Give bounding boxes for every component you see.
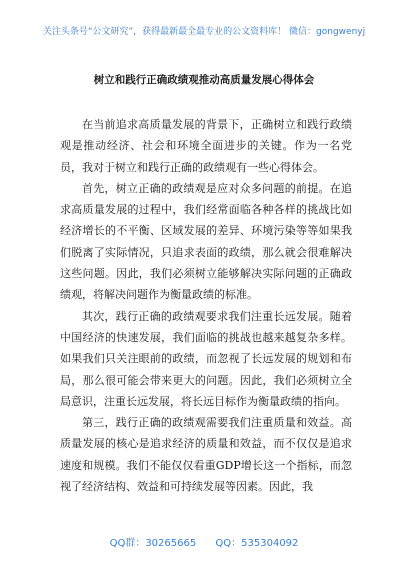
document-body	[60, 114, 352, 497]
header-promo-note: 关注头条号“公文研究”，获得最新最全最专业的公文资料库！ 微信：gongwenyj	[42, 27, 366, 37]
footer-contact	[0, 534, 408, 549]
footer-qq: QQ：535304092	[215, 538, 299, 549]
document-title: 树立和践行正确政绩观推动高质量发展心得体会	[93, 74, 315, 86]
footer-qq-group: QQ群：30265665	[109, 538, 197, 549]
paragraph-intro: 在当前追求高质量发展的背景下，正确树立和践行政绩观是推动经济、社会和环境全面进步的关键。作为一名党员，我对于树立和践行正确的政绩观有一些心得体会。	[60, 118, 352, 174]
paragraph-first: 首先，树立正确的政绩观是应对众多问题的前提。在追求高质量发展的过程中，我们经常面临各种各样的挑战比如经济增长的不平衡、区域发展的差异、环境污染等等如果我们脱离了实际情况，只追求表面的政绩，那么就会很难解决这些问题。因此，我们必须树立能够解决实际问题的正确政绩观，将解决问题作为衡量政绩的标准。	[60, 181, 352, 302]
paragraph-second: 其次，践行正确的政绩观要求我们注重长远发展。随着中国经济的快速发展，我们面临的挑战也越来越复杂多样。如果我们只关注眼前的政绩，而忽视了长远发展的规划和布局，那么很可能会带来更大的问题。因此，我们必须树立全局意识，注重长远发展，将长远目标作为衡量政绩的指向。	[60, 309, 352, 408]
paragraph-third: 第三，践行正确的政绩观需要我们注重质量和效益。高质量发展的核心是追求经济的质量和效益，而不仅仅是追求速度和规模。我们不能仅仅看重GDP增长这一个指标，而忽视了经济结构、效益和可持续发展等因素。因此，我	[60, 416, 352, 494]
